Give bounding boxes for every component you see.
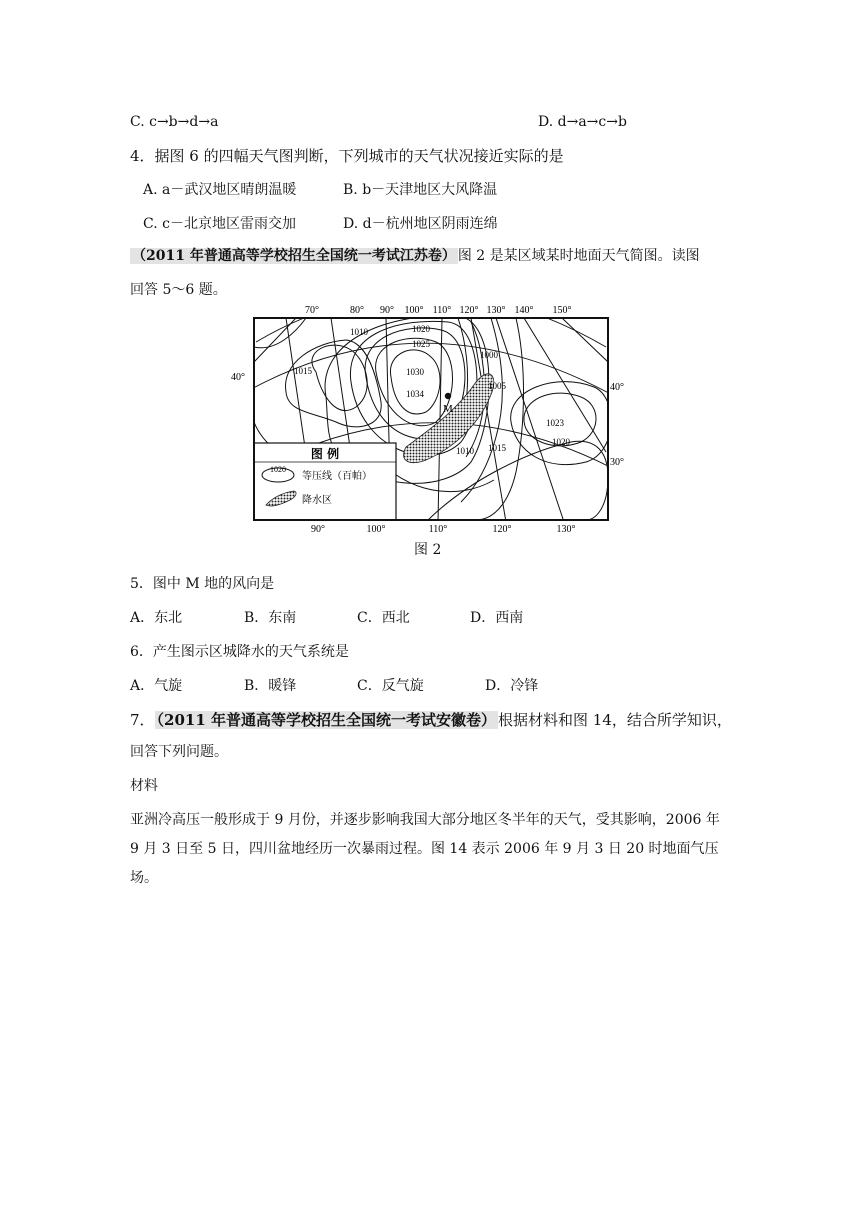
isobar-label: 1010: [456, 446, 474, 456]
lon-label-150: 150°: [552, 305, 572, 316]
lon-label-90: 90°: [380, 305, 394, 316]
lon-label-100: 100°: [404, 305, 424, 316]
lon-label-bottom-100: 100°: [366, 524, 386, 535]
lat-label-right-40: 40°: [610, 382, 624, 393]
q4-option-a: A. a－武汉地区晴朗温暖: [143, 182, 297, 198]
q3-option-d: D. d→a→c→b: [538, 114, 627, 130]
q5-option-c: C．西北: [357, 610, 410, 626]
lon-label-bottom-110: 110°: [428, 524, 448, 535]
lon-label-bottom-130: 130°: [556, 524, 576, 535]
isobar-high-1034: [390, 350, 440, 414]
legend-precip-text: 降水区: [302, 495, 332, 506]
isobar-label: 1010: [350, 327, 368, 337]
weather-map-figure: [226, 302, 626, 538]
point-m-marker: [445, 393, 451, 399]
q7-stem: [130, 710, 732, 730]
q6-stem: 6．产生图示区城降水的天气系统是: [130, 644, 349, 660]
q7-text-2: 回答下列问题。: [130, 744, 228, 760]
q4-option-b: B. b－天津地区大风降温: [343, 182, 498, 198]
material-label: 材料: [130, 778, 158, 794]
precipitation-area: [404, 374, 494, 463]
legend-title: 图 例: [310, 447, 340, 461]
figure-caption: 图 2: [414, 542, 442, 558]
q5-option-b: B．东南: [244, 610, 297, 626]
lon-label-120: 120°: [459, 305, 479, 316]
source-tag-anhui: （2011 年普通高等学校招生全国统一考试安徽卷）: [156, 711, 497, 729]
isobar-label: 1023: [546, 418, 564, 428]
isobar-label: 1020: [552, 437, 570, 447]
q7-number: 7．: [130, 711, 155, 729]
q6-option-b: B．暖锋: [244, 678, 297, 694]
q6-option-c: C．反气旋: [357, 678, 424, 694]
jiangsu-intro: [130, 246, 700, 266]
isobar-label: 1005: [488, 381, 506, 391]
q5-stem: 5．图中 M 地的风向是: [130, 576, 275, 592]
q3-option-c: C. c→b→d→a: [130, 114, 219, 130]
lon-label-110: 110°: [432, 305, 452, 316]
jiangsu-text-2: 回答 5～6 题。: [130, 282, 227, 298]
jiangsu-text-1: 图 2 是某区域某时地面天气简图。读图: [457, 248, 700, 264]
lat-label-left-40: 40°: [231, 372, 245, 383]
q4-option-d: D. d－杭州地区阴雨连绵: [343, 216, 498, 232]
lon-label-bottom-120: 120°: [492, 524, 512, 535]
lon-label-80: 80°: [350, 305, 364, 316]
isobar-label: 1015: [294, 366, 312, 376]
q4-stem: 4．据图 6 的四幅天气图判断，下列城市的天气状况接近实际的是: [130, 147, 564, 165]
isobar-label: 1015: [488, 443, 506, 453]
lat-label-right-30: 30°: [610, 457, 624, 468]
lon-label-140: 140°: [514, 305, 534, 316]
point-m-label: M: [443, 403, 453, 415]
isobar-label: 1020: [412, 324, 430, 334]
q7-text-1: 根据材料和图 14，结合所学知识，: [498, 711, 732, 729]
meridian-line: [562, 318, 608, 362]
q6-option-d: D．冷锋: [485, 678, 539, 694]
legend-isobar-text: 等压线（百帕）: [302, 471, 372, 482]
isobar-label: 1025: [412, 339, 430, 349]
isobar-label: 1000: [480, 350, 498, 360]
isobar-label: 1030: [406, 367, 424, 377]
map-legend: [254, 443, 396, 520]
q6-option-a: A．气旋: [130, 678, 183, 694]
isobar-label: 1034: [406, 389, 424, 399]
material-paragraph: 亚洲冷高压一般形成于 9 月份，并逐步影响我国大部分地区冬半年的天气，受其影响，2006 年 9 月 3 日至 5 日，四川盆地经历一次暴雨过程。图 14 表示 2006 年 9 月 3 日 20 时地面气压场。: [130, 812, 720, 886]
lon-label-130: 130°: [486, 305, 506, 316]
legend-isobar-sample: 1020: [270, 465, 286, 474]
isobar: [254, 318, 306, 348]
q5-option-d: D．西南: [470, 610, 524, 626]
q4-option-c: C. c－北京地区雷雨交加: [143, 216, 296, 232]
lon-label-bottom-90: 90°: [311, 524, 325, 535]
source-tag-jiangsu: （2011 年普通高等学校招生全国统一考试江苏卷）: [132, 248, 456, 264]
q5-option-a: A．东北: [130, 610, 183, 626]
lon-label-70: 70°: [305, 305, 319, 316]
